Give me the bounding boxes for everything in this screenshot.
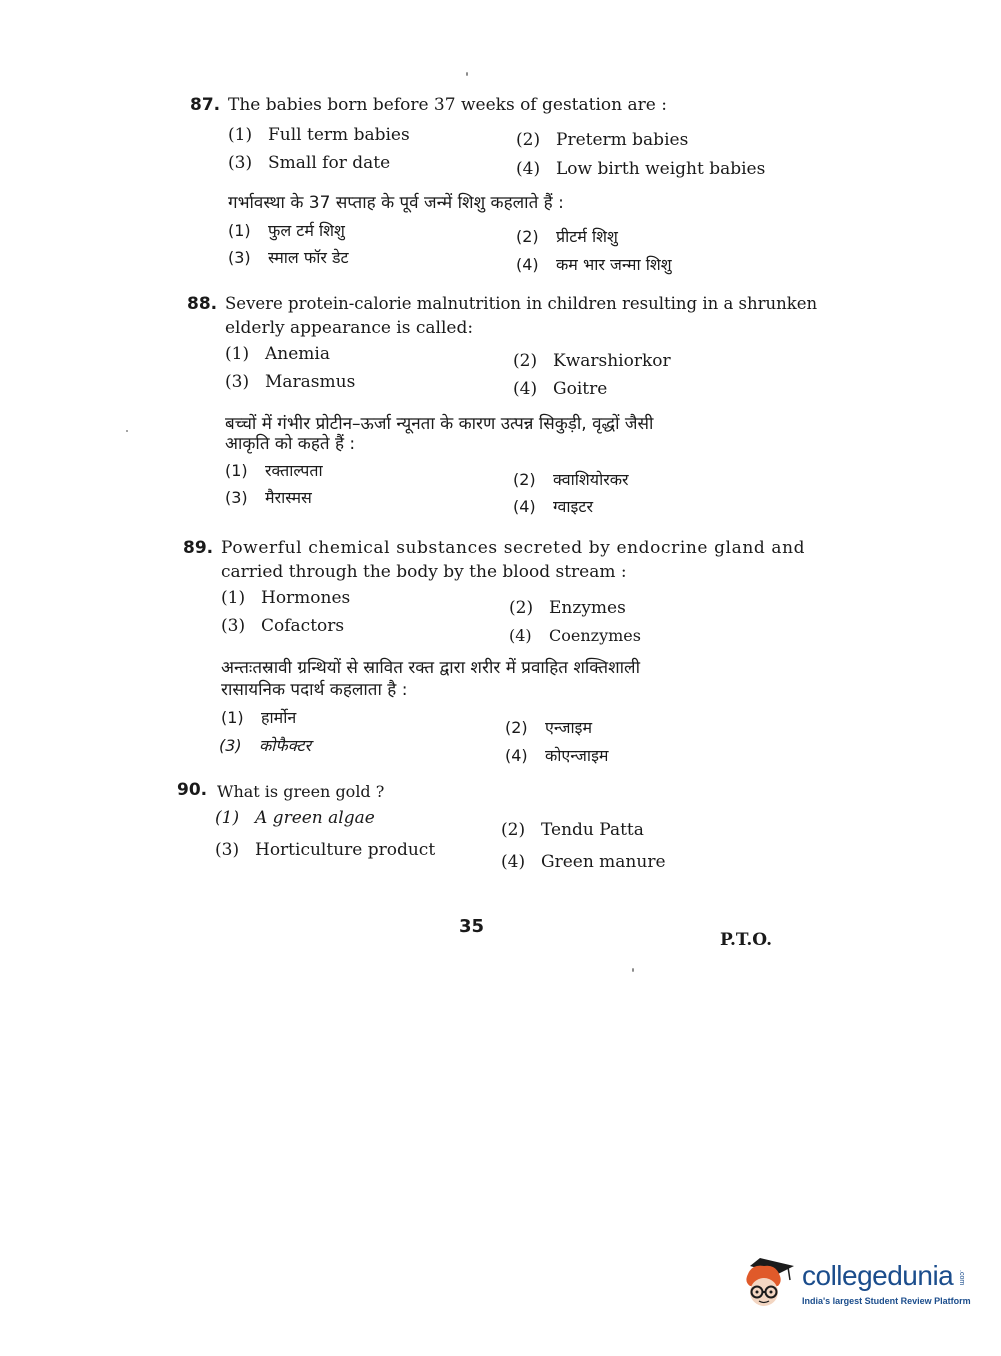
option-label: मैरास्मस [265,488,312,507]
option-label: ग्वाइटर [553,497,594,516]
option-3-hi [228,246,349,270]
collegedunia-logo[interactable] [742,1252,972,1312]
option-2-hi [513,468,629,492]
option-number: (3) [225,372,250,392]
option-3-en [225,372,355,392]
question-text-en-line1: Powerful chemical substances secreted by endocrine gland and [221,538,806,558]
option-label: Coenzymes [549,626,641,645]
option-number: (3) [219,736,242,755]
option-label: Horticulture product [255,840,436,860]
option-label: रक्ताल्पता [265,461,323,480]
option-2-en [509,598,626,618]
option-label: Small for date [268,153,391,173]
page-number: 35 [459,916,485,937]
option-number: (1) [221,588,246,608]
option-number: (2) [516,130,541,150]
option-label: क्वाशियोरकर [553,470,629,489]
option-3-en [228,153,390,173]
question-text-hi-line2: रासायनिक पदार्थ कहलाता है : [221,680,408,700]
option-number: (4) [513,497,536,516]
option-label: कोफैक्टर [259,736,312,755]
option-number: (3) [225,488,248,507]
option-number: (2) [513,470,536,489]
option-2-hi [516,225,618,249]
option-number: (3) [215,840,240,860]
question-88 [187,294,818,524]
option-1-en [228,125,410,145]
option-4-hi [516,253,672,277]
option-label: Tendu Patta [541,820,644,840]
option-label: Goitre [553,379,608,399]
option-number: (2) [505,718,528,737]
option-number: (1) [225,461,248,480]
option-number: (1) [228,221,251,240]
question-number: 87. [190,95,221,115]
option-3-en [221,616,344,636]
option-label: Green manure [541,852,666,872]
logo-wordmark: collegedunia [802,1260,954,1291]
option-4-en [513,379,607,399]
option-1-en [215,808,375,828]
question-87 [190,95,810,285]
option-label: कम भार जन्मा शिशु [556,255,672,274]
option-label: फुल टर्म शिशु [268,221,345,240]
option-label: Hormones [261,588,351,608]
option-number: (4) [513,379,538,399]
scan-speck [466,72,468,76]
question-89 [183,538,806,768]
option-2-hi [505,716,592,740]
option-label: प्रीटर्म शिशु [556,227,618,246]
option-2-en [516,130,688,150]
question-text-hi: गर्भावस्था के 37 सप्ताह के पूर्व जन्में शिशु कहलाते हैं : [228,193,564,213]
option-3-en [215,840,435,860]
option-label: कोएन्जाइम [545,746,609,765]
option-number: (2) [509,598,534,618]
option-label: Low birth weight babies [556,159,766,179]
option-number: (3) [228,248,251,267]
option-label: Preterm babies [556,130,689,150]
option-label: Cofactors [261,616,345,636]
question-number: 90. [177,780,208,800]
logo-domain-suffix: .com [958,1270,965,1286]
option-2-en [501,820,644,840]
option-3-hi [225,486,312,510]
option-4-en [501,852,666,872]
question-90 [177,780,797,890]
mascot-icon [742,1252,796,1310]
option-1-en [225,344,330,364]
question-text-en-line2: elderly appearance is called: [225,318,474,338]
question-text-en-line2: carried through the body by the blood stream : [221,562,627,582]
option-1-hi [221,706,296,730]
question-text-hi-line1: अन्तःतस्रावी ग्रन्थियों से स्रावित रक्त द्वारा शरीर में प्रवाहित शक्तिशाली [221,658,640,678]
option-label: Anemia [265,344,330,364]
option-3-hi [219,734,311,758]
question-text-en-line1: Severe protein-calorie malnutrition in children resulting in a shrunken [225,294,818,313]
option-number: (1) [221,708,244,727]
option-number: (2) [516,227,539,246]
option-label: Kwarshiorkor [553,351,671,371]
question-number: 89. [183,538,214,558]
option-4-en [516,159,765,179]
option-label: हार्मोन [261,708,297,727]
option-4-en [509,626,641,645]
option-label: Enzymes [549,598,626,618]
option-1-hi [228,219,345,243]
option-1-en [221,588,350,608]
option-number: (4) [509,626,532,645]
option-2-en [513,351,671,371]
question-text-en: What is green gold ? [217,782,385,801]
option-4-hi [513,495,593,519]
option-label: एन्जाइम [545,718,593,737]
option-number: (2) [501,820,526,840]
option-number: (1) [225,344,250,364]
scan-speck [632,968,634,972]
option-label: Full term babies [268,125,410,145]
option-number: (2) [513,351,538,371]
question-text-hi-line2: आकृति को कहते हैं : [225,434,356,454]
scan-speck [126,430,128,432]
option-label: स्माल फॉर डेट [268,248,349,267]
question-text-hi-line1: बच्चों में गंभीर प्रोटीन–ऊर्जा न्यूनता के कारण उत्पन्न सिकुड़ी, वृद्धों जैसी [225,414,654,434]
question-number: 88. [187,294,218,314]
option-number: (4) [516,159,541,179]
logo-tagline: India's largest Student Review Platform [802,1296,971,1306]
option-number: (3) [221,616,246,636]
option-label: Marasmus [265,372,356,392]
pto-label: P.T.O. [720,930,772,950]
option-number: (4) [505,746,528,765]
option-number: (1) [215,808,240,828]
option-number: (4) [501,852,526,872]
option-1-hi [225,459,323,483]
option-number: (4) [516,255,539,274]
option-4-hi [505,744,609,768]
option-number: (1) [228,125,253,145]
option-label: A green algae [255,808,375,828]
option-number: (3) [228,153,253,173]
question-text-en: The babies born before 37 weeks of gestation are : [228,95,667,115]
